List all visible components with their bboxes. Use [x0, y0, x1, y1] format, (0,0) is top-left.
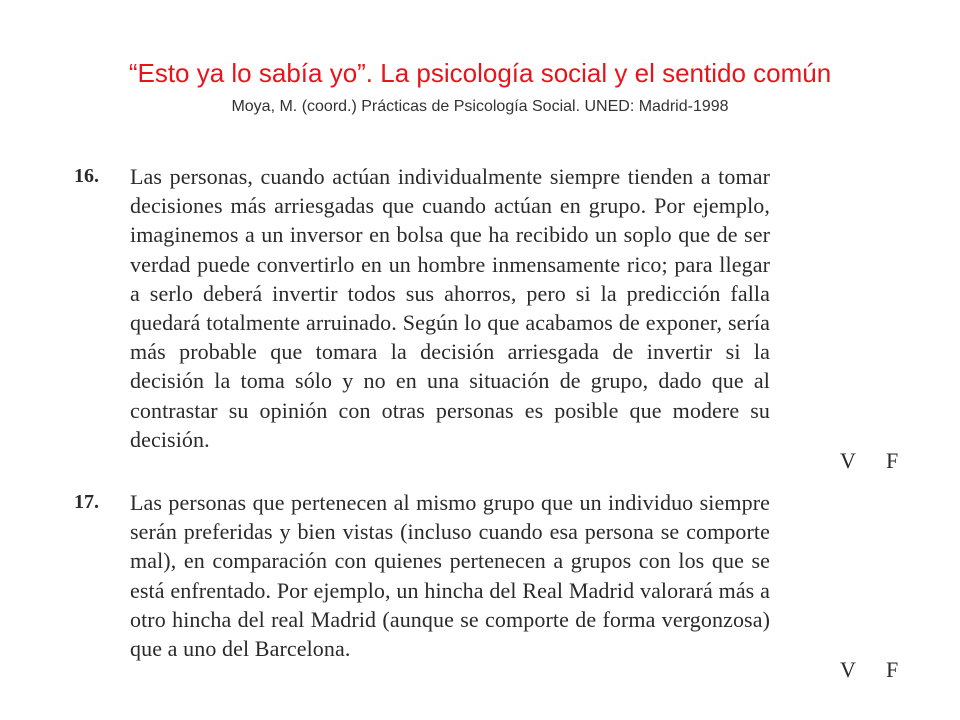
question-text: Las personas que pertenecen al mismo grupo que un individuo siempre serán preferidas y bien vistas (incluso cuando esa persona se comporte mal), en comparación con quienes pertenecen a grupos con los que se está enfrentado. Por ejemplo, un hincha del Real Madrid valorará más a otro hincha del real Madrid (aunque se comporte de forma vergonzosa) que a uno del Barcelona. [130, 490, 770, 662]
false-option: F [886, 657, 899, 682]
slide-subtitle: Moya, M. (coord.) Prácticas de Psicología Social. UNED: Madrid-1998 [231, 98, 729, 115]
question-text: Las personas, cuando actúan individualmente siempre tienden a tomar decisiones más arriesgadas que cuando actúan en grupo. Por ejemplo, imaginemos a un inversor en bolsa que ha recibido un soplo que de ser verdad puede convertirlo en un hombre inmensamente rico; para llegar a serlo deberá invertir todos sus ahorros, pero si la predicción falla quedará totalmente arruinado. Según lo que acabamos de exponer, sería más probable que tomara la decisión arriesgada de invertir si la decisión la toma sólo y no en una situación de grupo, dado que al contrastar su opinión con otras personas es posible que modere su decisión. [130, 164, 770, 452]
true-option: V [840, 657, 856, 682]
false-option: F [886, 448, 899, 473]
true-option: V [840, 448, 856, 473]
slide-title: “Esto ya lo sabía yo”. La psicología social y el sentido común [128, 58, 832, 88]
question-number: 16. [74, 165, 99, 187]
question-number: 17. [74, 491, 99, 513]
